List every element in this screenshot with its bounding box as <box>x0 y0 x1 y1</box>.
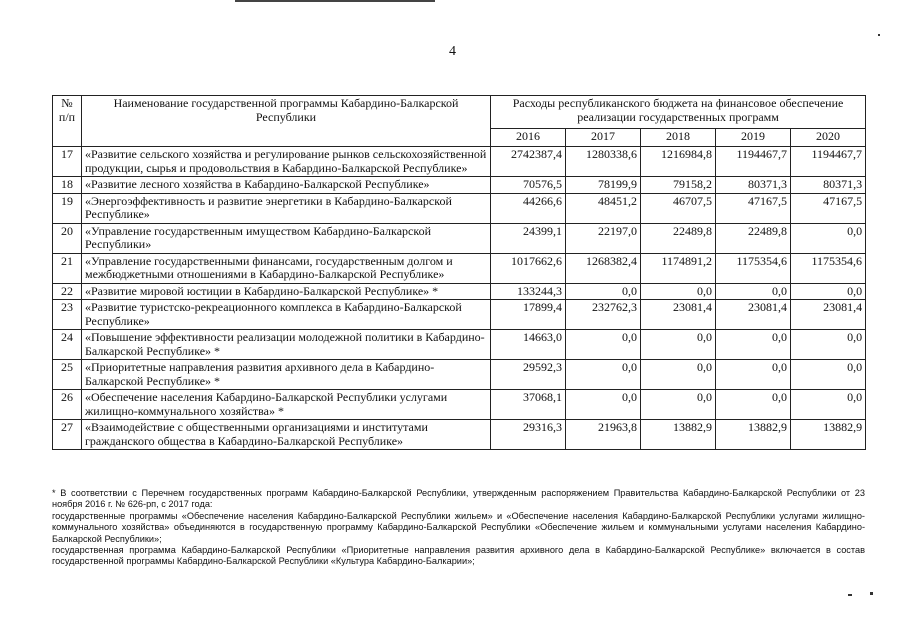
expense-value: 0,0 <box>641 330 716 360</box>
header-year: 2020 <box>791 129 866 147</box>
expense-value: 46707,5 <box>641 193 716 223</box>
expense-value: 79158,2 <box>641 177 716 194</box>
expense-value: 37068,1 <box>491 390 566 420</box>
expense-value: 80371,3 <box>716 177 791 194</box>
page-number: 4 <box>449 44 456 59</box>
expense-value: 0,0 <box>716 330 791 360</box>
table-row <box>53 390 866 420</box>
row-number: 19 <box>53 193 82 223</box>
expense-value: 0,0 <box>791 283 866 300</box>
table-row <box>53 147 866 177</box>
header-program-name: Наименование государственной программы Кабардино-Балкарской Республики <box>82 96 491 147</box>
expense-value: 0,0 <box>791 223 866 253</box>
expense-value: 48451,2 <box>566 193 641 223</box>
program-name: «Энергоэффективность и развитие энергетики в Кабардино-Балкарской Республике» <box>82 193 491 223</box>
expense-value: 0,0 <box>791 390 866 420</box>
program-name: «Развитие туристско-рекреационного комплекса в Кабардино-Балкарской Республике» <box>82 300 491 330</box>
header-year: 2017 <box>566 129 641 147</box>
expense-value: 0,0 <box>716 283 791 300</box>
row-number: 18 <box>53 177 82 194</box>
row-number: 24 <box>53 330 82 360</box>
program-name: «Развитие мировой юстиции в Кабардино-Балкарской Республике» * <box>82 283 491 300</box>
row-number: 20 <box>53 223 82 253</box>
row-number: 21 <box>53 253 82 283</box>
table-row <box>53 283 866 300</box>
expense-value: 80371,3 <box>791 177 866 194</box>
expense-value: 232762,3 <box>566 300 641 330</box>
expense-value: 0,0 <box>641 390 716 420</box>
header-number: № п/п <box>53 96 82 147</box>
expense-value: 13882,9 <box>641 420 716 450</box>
expense-value: 47167,5 <box>716 193 791 223</box>
table-row <box>53 253 866 283</box>
expense-value: 23081,4 <box>641 300 716 330</box>
expense-value: 22197,0 <box>566 223 641 253</box>
row-number: 22 <box>53 283 82 300</box>
expense-value: 1194467,7 <box>791 147 866 177</box>
budget-table <box>52 95 866 450</box>
expense-value: 0,0 <box>791 360 866 390</box>
expense-value: 1268382,4 <box>566 253 641 283</box>
header-year: 2018 <box>641 129 716 147</box>
expense-value: 0,0 <box>641 283 716 300</box>
expense-value: 0,0 <box>716 390 791 420</box>
scan-speck <box>878 34 880 36</box>
expense-value: 0,0 <box>641 360 716 390</box>
expense-value: 47167,5 <box>791 193 866 223</box>
row-number: 17 <box>53 147 82 177</box>
expense-value: 0,0 <box>566 283 641 300</box>
expense-value: 0,0 <box>566 330 641 360</box>
expense-value: 0,0 <box>566 360 641 390</box>
header-expenses: Расходы республиканского бюджета на финансовое обеспечение реализации государственных программ <box>491 96 866 129</box>
row-number: 25 <box>53 360 82 390</box>
expense-value: 1280338,6 <box>566 147 641 177</box>
expense-value: 23081,4 <box>791 300 866 330</box>
table-row <box>53 360 866 390</box>
footnote-intro: * В соответствии с Перечнем государственных программ Кабардино-Балкарской Республики, утвержденным распоряжением Правительства Кабардино-Балкарской Республики от 23 ноября 2016 г. № 626-рп, с 2017 года: <box>52 488 865 510</box>
expense-value: 0,0 <box>716 360 791 390</box>
program-name: «Развитие лесного хозяйства в Кабардино-Балкарской Республике» <box>82 177 491 194</box>
row-number: 27 <box>53 420 82 450</box>
expense-value: 1175354,6 <box>791 253 866 283</box>
program-name: «Развитие сельского хозяйства и регулирование рынков сельскохозяйственной продукции, сырья и продовольствия в Кабардино-Балкарской Республике» <box>82 147 491 177</box>
expense-value: 0,0 <box>566 390 641 420</box>
footnotes <box>52 488 865 568</box>
header-year: 2016 <box>491 129 566 147</box>
expense-value: 133244,3 <box>491 283 566 300</box>
table-row <box>53 223 866 253</box>
expense-value: 1194467,7 <box>716 147 791 177</box>
expense-value: 1174891,2 <box>641 253 716 283</box>
expense-value: 1216984,8 <box>641 147 716 177</box>
table-row <box>53 300 866 330</box>
program-name: «Повышение эффективности реализации молодежной политики в Кабардино-Балкарской Республике» * <box>82 330 491 360</box>
expense-value: 2742387,4 <box>491 147 566 177</box>
expense-value: 23081,4 <box>716 300 791 330</box>
expense-value: 29316,3 <box>491 420 566 450</box>
expense-value: 17899,4 <box>491 300 566 330</box>
program-name: «Управление государственными финансами, государственным долгом и межбюджетными отношениями в Кабардино-Балкарской Республике» <box>82 253 491 283</box>
expense-value: 13882,9 <box>791 420 866 450</box>
row-number: 23 <box>53 300 82 330</box>
footnote-item: государственная программа Кабардино-Балкарской Республики «Приоритетные направления развития архивного дела в Кабардино-Балкарской Республике» включается в состав государственной программы Кабардино-Балкарской Республики «Культура Кабардино-Балкарии»; <box>52 545 865 567</box>
program-name: «Приоритетные направления развития архивного дела в Кабардино-Балкарской Республике» * <box>82 360 491 390</box>
scan-top-edge <box>235 0 435 2</box>
expense-value: 14663,0 <box>491 330 566 360</box>
expense-value: 22489,8 <box>641 223 716 253</box>
table-body <box>53 147 866 450</box>
header-year: 2019 <box>716 129 791 147</box>
row-number: 26 <box>53 390 82 420</box>
program-name: «Взаимодействие с общественными организациями и институтами гражданского общества в Кабардино-Балкарской Республике» <box>82 420 491 450</box>
expense-value: 1017662,6 <box>491 253 566 283</box>
table-row <box>53 420 866 450</box>
expense-value: 29592,3 <box>491 360 566 390</box>
expense-value: 44266,6 <box>491 193 566 223</box>
scan-speck <box>870 592 873 595</box>
expense-value: 78199,9 <box>566 177 641 194</box>
expense-value: 21963,8 <box>566 420 641 450</box>
expense-value: 70576,5 <box>491 177 566 194</box>
program-name: «Обеспечение населения Кабардино-Балкарской Республики услугами жилищно-коммунального хозяйства» * <box>82 390 491 420</box>
expense-value: 1175354,6 <box>716 253 791 283</box>
table-row <box>53 330 866 360</box>
program-name: «Управление государственным имуществом Кабардино-Балкарской Республики» <box>82 223 491 253</box>
expense-value: 13882,9 <box>716 420 791 450</box>
footnote-item: государственные программы «Обеспечение населения Кабардино-Балкарской Республики жильем» и «Обеспечение населения Кабардино-Балкарской Республики услугами жилищно-коммунального хозяйства» объединяются в государственную программу Кабардино-Балкарской Республики «Обеспечение жильем и коммунальными услугами населения Кабардино-Балкарской Республики»; <box>52 510 865 544</box>
expense-value: 22489,8 <box>716 223 791 253</box>
table-row <box>53 177 866 194</box>
expense-value: 24399,1 <box>491 223 566 253</box>
expense-value: 0,0 <box>791 330 866 360</box>
scan-speck <box>848 594 852 596</box>
table-row <box>53 193 866 223</box>
